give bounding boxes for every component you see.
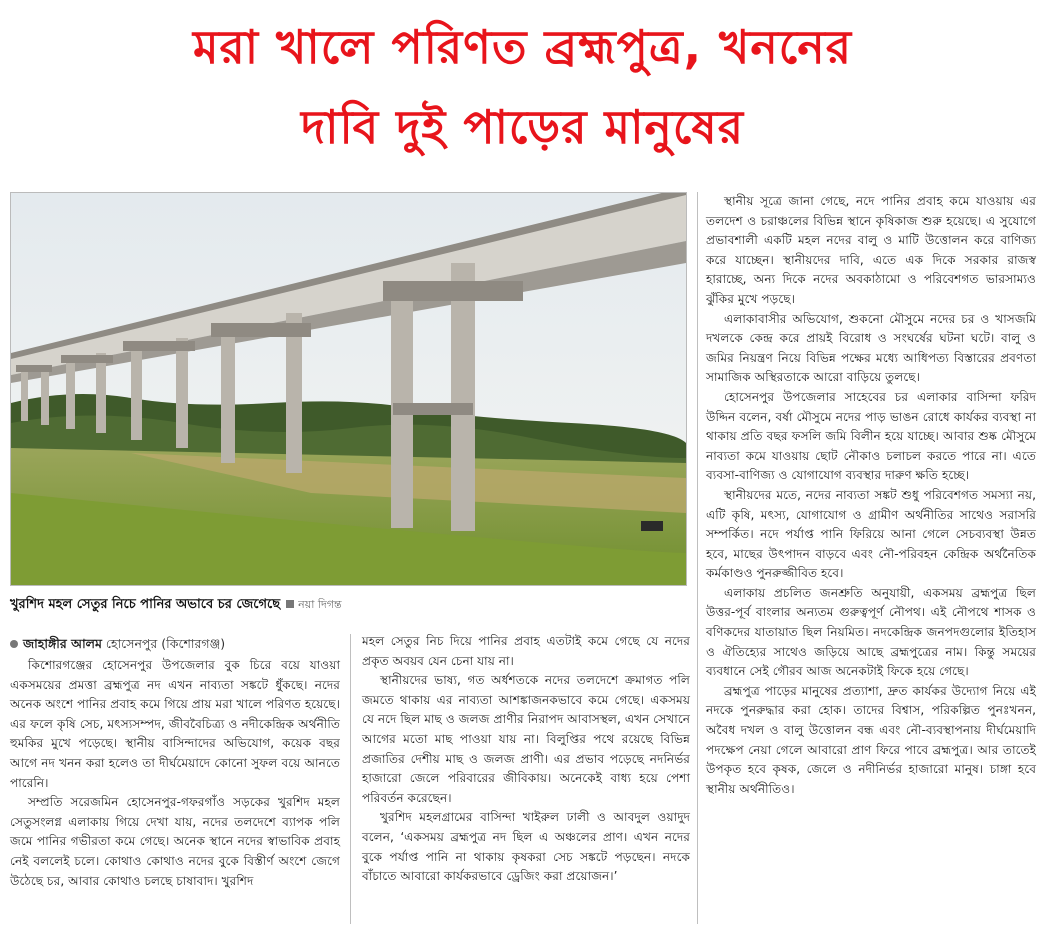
paragraph: স্থানীয়দের মতে, নদের নাব্যতা সঙ্কট শুধু পরিবেশগত সমস্যা নয়, এটি কৃষি, মৎস্য, যোগাযোগ ও গ্রামীণ অর্থনীতির সাথেও সরাসরি সম্পর্কিত। নদে পর্যাপ্ত পানি ফিরিয়ে আনা গেলে সেচব্যবস্থা উন্নত হবে, মাছের উৎপাদন বাড়বে এবং নৌ-পরিবহন কেন্দ্রিক অর্থনৈতিক কর্মকাণ্ডও পুনরুজ্জীবিত হবে। <box>706 487 1036 581</box>
paragraph: এলাকায় প্রচলিত জনশ্রুতি অনুযায়ী, একসময় ব্রহ্মপুত্র ছিল উত্তর-পূর্ব বাংলার অন্যতম গুরুত্বপূর্ণ নৌপথ। এই নৌপথে শাসক ও বণিকদের যাতায়াত ছিল নিয়মিত। নদকেন্দ্রিক জনপদগুলোর ইতিহাস ও ঐতিহ্যের সাথেও জড়িয়ে আছে ব্রহ্মপুত্রের নাম। কিন্তু সময়ের ব্যবধানে সেই গৌরব আজ অনেকটাই ফিকে হয়ে গেছে। <box>706 585 1036 679</box>
paragraph: স্থানীয়দের ভাষ্য, গত অর্ধশতকে নদের তলদেশে ক্রমাগত পলি জমতে থাকায় এর নাব্যতা আশঙ্কাজনকভাবে কমে গেছে। একসময় যে নদে ছিল মাছ ও জলজ প্রাণীর নিরাপদ আবাসস্থল, এখন সেখানে আগের মতো মাছ পাওয়া যায় না। বিলুপ্তির পথে রয়েছে বিভিন্ন প্রজাতির দেশীয় মাছ ও জলজ প্রাণী। এর প্রভাব পড়েছে নদনির্ভর হাজারো জেলে পরিবারের জীবিকায়। অনেকেই বাধ্য হয়ে পেশা পরিবর্তন করেছেন। <box>362 673 690 805</box>
byline-place: হোসেনপুর (কিশোরগঞ্জ) <box>105 636 226 651</box>
paragraph: সম্প্রতি সরেজমিন হোসেনপুর-গফরগাঁও সড়কের খুরশিদ মহল সেতুসংলগ্ন এলাকায় গিয়ে দেখা যায়, নদের তলদেশে ব্যাপক পলি জমে পানির গভীরতা কমে গেছে। অনেক স্থানে নদের স্বাভাবিক প্রবাহ নেই বললেই চলে। কোথাও কোথাও নদের বুকে বিস্তীর্ণ অংশে জেগে উঠেছে চর, আবার কোথাও চলছে চাষাবাদ। খুরশিদ <box>10 795 340 888</box>
paragraph: হোসেনপুর উপজেলার সাহেবের চর এলাকার বাসিন্দা ফরিদ উদ্দিন বলেন, বর্ষা মৌসুমে নদের পাড় ভাঙন রোধে কার্যকর ব্যবস্থা না থাকায় প্রতি বছর ফসলি জমি বিলীন হয়ে যাচ্ছে। আবার শুষ্ক মৌসুমে নাব্যতা কমে যাওয়ায় ছোট নৌকাও চলাচল করতে পারে না। এতে ব্যবসা-বাণিজ্য ও যোগাযোগ ব্যবস্থার দারুণ ক্ষতি হচ্ছে। <box>706 389 1036 483</box>
bullet-icon <box>10 640 18 648</box>
credit-square-icon <box>286 600 294 608</box>
photo-caption <box>10 595 685 615</box>
paragraph: মহল সেতুর নিচ দিয়ে পানির প্রবাহ এতটাই কমে গেছে যে নদের প্রকৃত অবয়ব যেন চেনা যায় না। <box>362 634 690 668</box>
headline-line-2: দাবি দুই পাড়ের মানুষের <box>300 100 745 154</box>
byline-author: জাহাঙ্গীর আলম <box>23 636 102 651</box>
column-divider <box>350 634 351 924</box>
paragraph: স্থানীয় সূত্রে জানা গেছে, নদে পানির প্রবাহ কমে যাওয়ায় এর তলদেশ ও চরাঞ্চলের বিভিন্ন স্থানে কৃষিকাজ শুরু হয়েছে। এ সুযোগে প্রভাবশালী একটি মহল নদের বালু ও মাটি উত্তোলন করে বাণিজ্য করে যাচ্ছেন। স্থানীয়দের দাবি, এতে এক দিকে সরকার রাজস্ব হারাচ্ছে, অন্য দিকে নদের অবকাঠামো ও পরিবেশগত ভারসাম্যও ঝুঁকির মুখে পড়ছে। <box>706 194 1036 306</box>
photo-credit: নয়া দিগন্ত <box>298 598 342 611</box>
article-column-2 <box>362 632 690 887</box>
caption-text: খুরশিদ মহল সেতুর নিচে পানির অভাবে চর জেগেছে <box>10 597 281 612</box>
article-column-3 <box>706 192 1036 799</box>
paragraph: এলাকাবাসীর অভিযোগ, শুকনো মৌসুমে নদের চর ও খাসজমি দখলকে কেন্দ্র করে প্রায়ই বিরোধ ও সংঘর্ষের ঘটনা ঘটে। বালু ও জমির নিয়ন্ত্রণ নিয়ে বিভিন্ন পক্ষের মধ্যে আধিপত্য বিস্তারের প্রবণতা সামাজিক অস্থিরতাকে আরো বাড়িয়ে তুলছে। <box>706 311 1036 385</box>
paragraph: খুরশিদ মহলগ্রামের বাসিন্দা খাইরুল ঢালী ও আবদুল ওয়াদুদ বলেন, ‘একসময় ব্রহ্মপুত্র নদ ছিল এ অঞ্চলের প্রাণ। এখন নদের বুকে পর্যাপ্ত পানি না থাকায় কৃষকরা সেচ সঙ্কটে পড়ছেন। নদকে বাঁচাতে আবারো কার্যকরভাবে ড্রেজিং করা প্রয়োজন।’ <box>362 810 690 884</box>
paragraph: কিশোরগঞ্জের হোসেনপুর উপজেলার বুক চিরে বয়ে যাওয়া একসময়ের প্রমত্তা ব্রহ্মপুত্র নদ এখন নাব্যতা সঙ্কটে ধুঁকছে। নদের অনেক অংশে পানির প্রবাহ কমে গিয়ে প্রায় মরা খালে পরিণত হয়েছে। এর ফলে কৃষি সেচ, মৎস্যসম্পদ, জীববৈচিত্র্য ও নদীকেন্দ্রিক অর্থনীতি হুমকির মুখে পড়েছে। স্থানীয় বাসিন্দাদের অভিযোগ, কয়েক বছর আগে নদ খনন করা হলেও তা দীর্ঘমেয়াদে কোনো সুফল বয়ে আনতে পারেনি। <box>10 658 340 790</box>
byline <box>10 634 340 654</box>
bridge-photo <box>10 192 687 586</box>
paragraph: ব্রহ্মপুত্র পাড়ের মানুষের প্রত্যাশা, দ্রুত কার্যকর উদ্যোগ নিয়ে এই নদকে পুনরুদ্ধার করা হোক। তাদের বিশ্বাস, পরিকল্পিত পুনঃখনন, অবৈধ দখল ও বালু উত্তোলন বন্ধ এবং নৌ-ব্যবস্থাপনায় দীর্ঘমেয়াদি পদক্ষেপ নেয়া গেলে আবারো প্রাণ ফিরে পাবে ব্রহ্মপুত্র। আর তাতেই উপকৃত হবে কৃষক, জেলে ও নদীনির্ভর হাজারো মানুষ। চাঙ্গা হবে স্থানীয় অর্থনীতিও। <box>706 683 1036 796</box>
article-column-1 <box>10 634 340 891</box>
column-divider <box>697 192 698 924</box>
headline-line-1: মরা খালে পরিণত ব্রহ্মপুত্র, খননের <box>192 20 853 74</box>
